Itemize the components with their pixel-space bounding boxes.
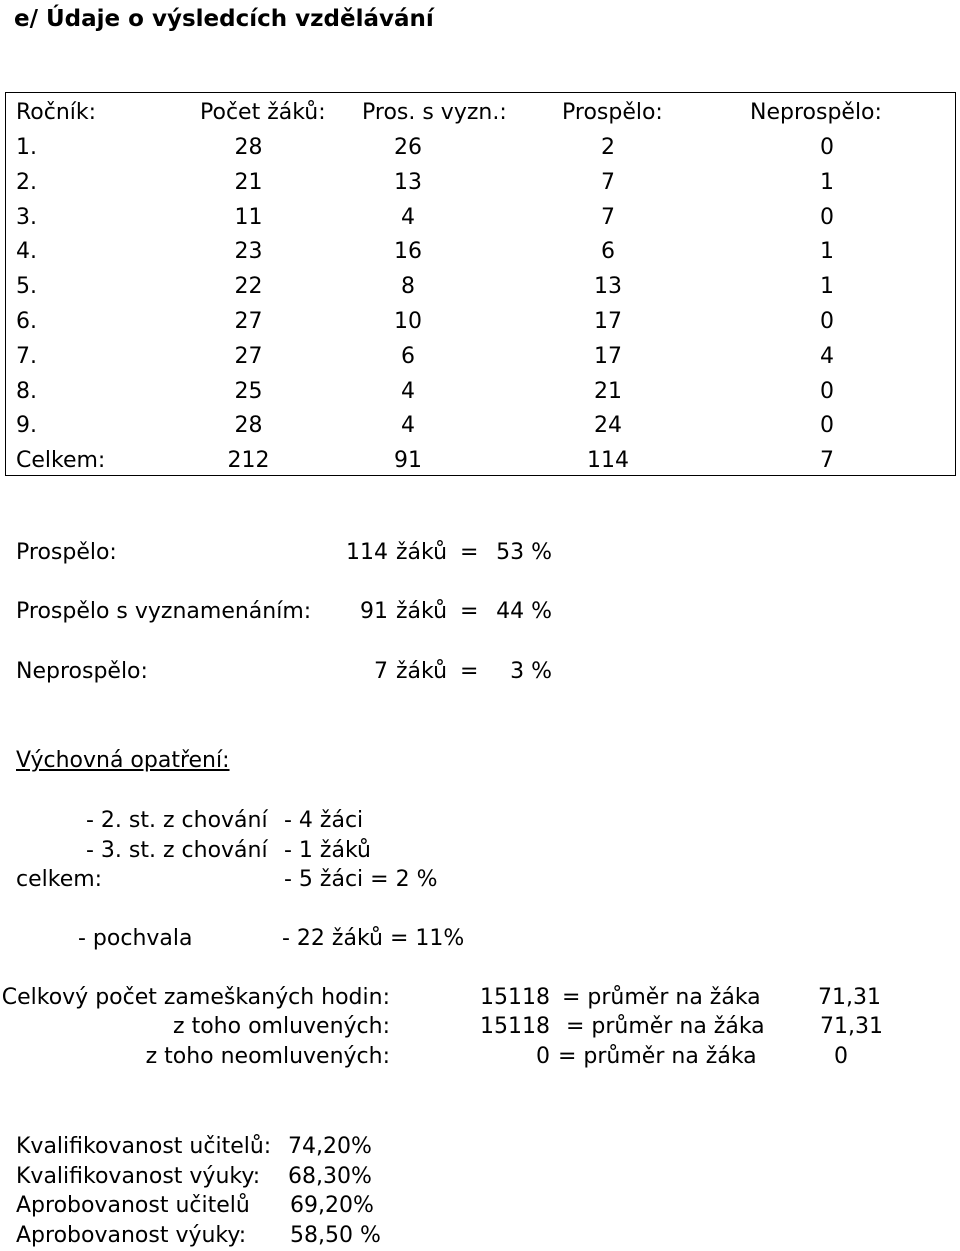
header-passed: Prospělo: — [562, 100, 663, 125]
cell-failed: 0 — [820, 135, 834, 160]
cell-failed: 1 — [820, 239, 834, 265]
summary-unit: žáků — [396, 599, 448, 624]
cell-grade: 4. — [16, 239, 37, 265]
qualification-label: Aprobovanost učitelů — [16, 1193, 250, 1218]
praise-value: - 22 žáků = 11% — [282, 926, 465, 951]
cell-passed: 6 — [601, 239, 615, 265]
table-row — [6, 137, 955, 171]
cell-honors: 91 — [394, 448, 422, 474]
cell-honors: 10 — [394, 309, 422, 334]
summary-percent: 44 % — [496, 599, 552, 624]
cell-pupil-count: 25 — [234, 378, 263, 404]
absence-hours: 0 — [536, 1044, 550, 1069]
cell-pupil-count: 212 — [227, 448, 270, 474]
cell-pupil-count: 28 — [234, 135, 263, 160]
cell-pupil-count: 22 — [234, 274, 263, 300]
cell-passed: 21 — [594, 378, 622, 404]
cell-honors: 4 — [401, 413, 415, 439]
measures-total-label: celkem: — [16, 867, 103, 892]
table-row — [6, 241, 955, 275]
absence-label: Celkový počet zameškaných hodin: — [1, 985, 390, 1010]
summary-label: Neprospělo: — [16, 659, 148, 684]
header-pupil-count: Počet žáků: — [200, 100, 326, 125]
cell-pupil-count: 21 — [234, 169, 263, 195]
measure-label: - 2. st. z chování — [86, 808, 268, 833]
qualification-label: Kvalifikovanost výuky: — [16, 1163, 261, 1189]
table-row — [6, 169, 955, 206]
measures-title: Výchovná opatření: — [16, 748, 230, 773]
cell-pupil-count: 11 — [234, 204, 263, 230]
cell-grade: 1. — [16, 135, 37, 160]
page-title: e/ Údaje o výsledcích vzdělávání — [14, 6, 434, 32]
cell-failed: 4 — [820, 343, 834, 369]
measure-value: - 4 žáci — [284, 808, 364, 833]
qualification-value: 74,20% — [288, 1134, 372, 1159]
cell-passed: 2 — [601, 135, 615, 160]
results-table — [5, 92, 956, 476]
cell-honors: 26 — [394, 135, 422, 160]
cell-honors: 4 — [401, 378, 415, 404]
table-row — [6, 343, 955, 380]
summary-label: Prospělo s vyznamenáním: — [16, 599, 312, 624]
table-row — [6, 311, 955, 345]
cell-pupil-count: 27 — [234, 309, 263, 334]
cell-honors: 6 — [401, 343, 415, 369]
header-honors: Pros. s vyzn.: — [362, 100, 507, 125]
table-row — [6, 204, 955, 241]
cell-passed: 7 — [601, 169, 615, 195]
header-grade: Ročník: — [16, 100, 97, 125]
summary-unit: žáků — [396, 540, 448, 565]
absence-average-value: 71,31 — [818, 985, 881, 1010]
summary-count: 7 — [374, 659, 388, 684]
absence-hours: 15118 — [480, 1014, 550, 1039]
summary-equals: = — [460, 540, 479, 565]
cell-honors: 4 — [401, 204, 415, 230]
measure-label: - 3. st. z chování — [86, 838, 268, 863]
cell-honors: 13 — [394, 169, 422, 195]
cell-failed: 0 — [820, 309, 834, 334]
cell-failed: 0 — [820, 378, 834, 404]
header-failed: Neprospělo: — [750, 100, 882, 125]
cell-passed: 17 — [594, 309, 622, 334]
qualification-value: 69,20% — [290, 1193, 374, 1218]
summary-label: Prospělo: — [16, 540, 117, 565]
cell-grade: 9. — [16, 413, 37, 439]
table-header-row — [6, 102, 955, 136]
cell-failed: 0 — [820, 413, 834, 439]
cell-pupil-count: 27 — [234, 343, 263, 369]
cell-pupil-count: 23 — [234, 239, 263, 265]
cell-grade: 2. — [16, 169, 37, 195]
absence-average-value: 71,31 — [820, 1014, 883, 1039]
qualification-label: Aprobovanost výuky: — [16, 1222, 247, 1248]
table-row — [6, 450, 955, 484]
summary-equals: = — [460, 659, 479, 684]
table-row — [6, 378, 955, 415]
summary-count: 91 — [360, 599, 388, 624]
cell-failed: 0 — [820, 204, 834, 230]
cell-grade: 8. — [16, 378, 37, 404]
qualification-label: Kvalifikovanost učitelů: — [16, 1134, 272, 1159]
cell-passed: 7 — [601, 204, 615, 230]
absence-hours: 15118 — [480, 985, 550, 1010]
cell-passed: 114 — [587, 448, 629, 474]
cell-grade: Celkem: — [16, 448, 106, 474]
qualification-value: 58,50 % — [290, 1222, 381, 1248]
absence-average-text: = průměr na žáka — [558, 1044, 757, 1069]
praise-label: - pochvala — [78, 926, 193, 951]
summary-unit: žáků — [396, 659, 448, 684]
summary-count: 114 — [346, 540, 388, 565]
cell-passed: 13 — [594, 274, 622, 300]
cell-grade: 6. — [16, 309, 37, 334]
table-row — [6, 276, 955, 310]
absence-average-value: 0 — [834, 1044, 848, 1069]
absence-label: z toho omluvených: — [173, 1014, 390, 1039]
cell-grade: 7. — [16, 343, 37, 369]
absence-average-text: = průměr na žáka — [566, 1014, 765, 1039]
summary-equals: = — [460, 599, 479, 624]
cell-honors: 16 — [394, 239, 422, 265]
table-row — [6, 415, 955, 449]
cell-failed: 1 — [820, 274, 834, 300]
summary-percent: 3 % — [510, 659, 552, 684]
measures-total-value: - 5 žáci = 2 % — [284, 867, 438, 892]
cell-passed: 17 — [594, 343, 622, 369]
absence-average-text: = průměr na žáka — [562, 985, 761, 1010]
cell-passed: 24 — [594, 413, 622, 439]
cell-pupil-count: 28 — [234, 413, 263, 439]
measure-value: - 1 žáků — [284, 838, 371, 863]
cell-failed: 7 — [820, 448, 834, 474]
cell-grade: 5. — [16, 274, 37, 300]
summary-percent: 53 % — [496, 540, 552, 565]
qualification-value: 68,30% — [288, 1163, 372, 1189]
cell-honors: 8 — [401, 274, 415, 300]
absence-label: z toho neomluvených: — [145, 1044, 390, 1069]
cell-failed: 1 — [820, 169, 834, 195]
cell-grade: 3. — [16, 204, 37, 230]
